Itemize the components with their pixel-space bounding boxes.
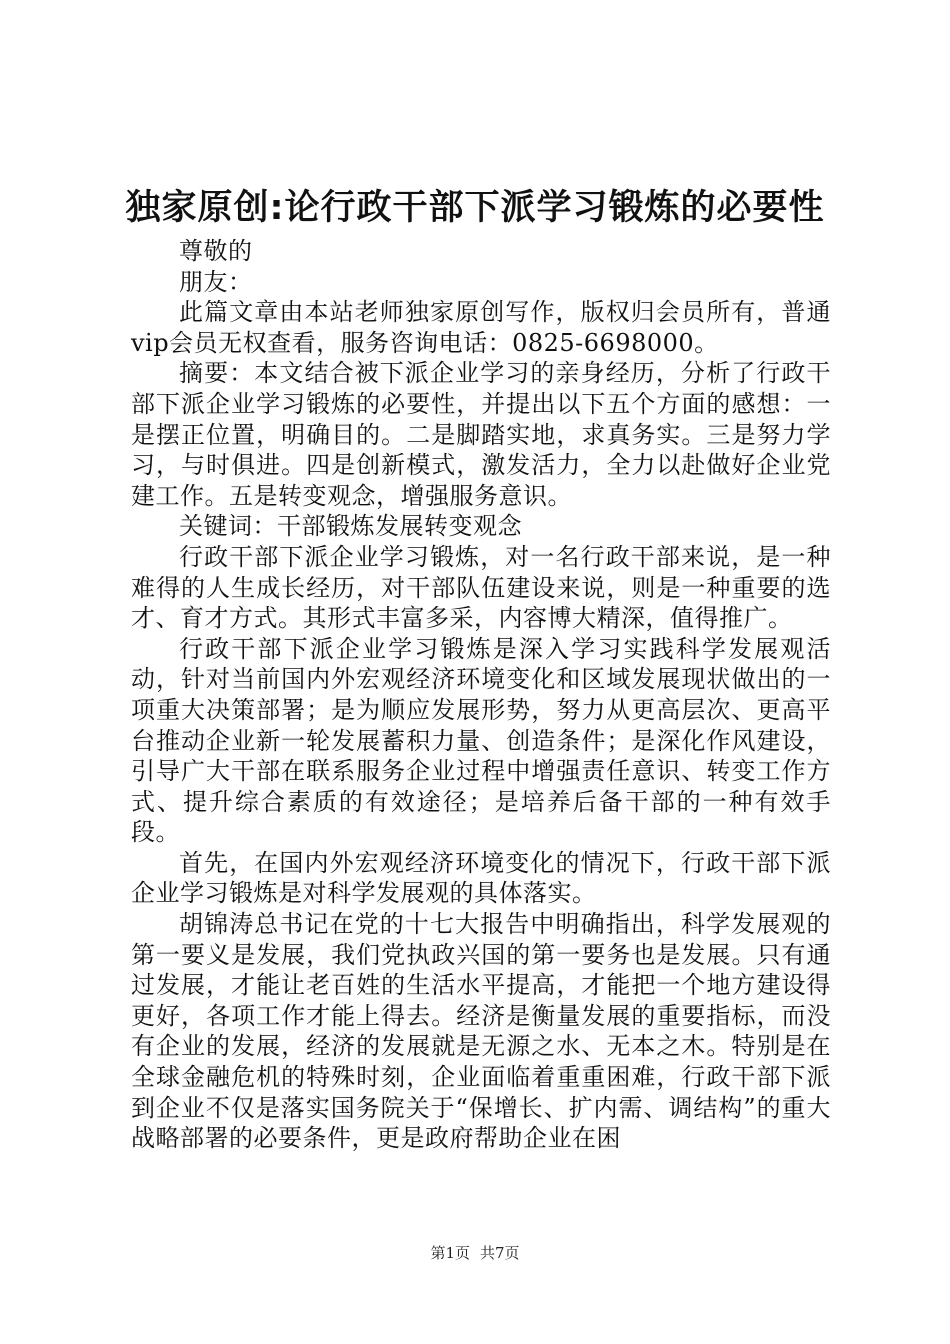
- body-paragraph: 行政干部下派企业学习锻炼是深入学习实践科学发展观活动，针对当前国内外宏观经济环境变化和区域发展现状做出的一项重大决策部署；是为顺应发展形势，努力从更高层次、更高平台推动企业新一轮发展蓄积力量、创造条件；是深化作风建设，引导广大干部在联系服务企业过程中增强责任意识、转变工作方式、提升综合素质的有效途径；是培养后备干部的一种有效手段。: [131, 634, 831, 847]
- document-body: [131, 236, 831, 1154]
- body-paragraph: 首先，在国内外宏观经济环境变化的情况下，行政干部下派企业学习锻炼是对科学发展观的具体落实。: [131, 848, 831, 908]
- copyright-notice: 此篇文章由本站老师独家原创写作，版权归会员所有，普通vip会员无权查看，服务咨询电话：0825-6698000。: [131, 298, 831, 357]
- page-footer: [0, 1243, 950, 1263]
- keywords-paragraph: 关键词：干部锻炼发展转变观念: [179, 512, 522, 541]
- salutation-line-1: 尊敬的: [179, 237, 253, 265]
- page-number: 第1页: [430, 1244, 470, 1262]
- body-paragraph: 胡锦涛总书记在党的十七大报告中明确指出，科学发展观的第一要义是发展，我们党执政兴国的第一要务也是发展。只有通过发展，才能让老百姓的生活水平提高，才能把一个地方建设得更好，各项工作才能上得去。经济是衡量发展的重要指标，而没有企业的发展，经济的发展就是无源之水、无本之木。特别是在全球金融危机的特殊时刻，企业面临着重重困难，行政干部下派到企业不仅是落实国务院关于“保增长、扩内需、调结构”的重大战略部署的必要条件，更是政府帮助企业在困: [131, 910, 831, 1153]
- page-total: 共7页: [480, 1244, 520, 1262]
- body-paragraph: 行政干部下派企业学习锻炼，对一名行政干部来说，是一种难得的人生成长经历，对干部队伍建设来说，则是一种重要的选才、育才方式。其形式丰富多采，内容博大精深，值得推广。: [131, 542, 831, 633]
- salutation-line-2: 朋友：: [179, 267, 253, 296]
- abstract-paragraph: 摘要：本文结合被下派企业学习的亲身经历，分析了行政干部下派企业学习锻炼的必要性，并提出以下五个方面的感想：一是摆正位置，明确目的。二是脚踏实地，求真务实。三是努力学习，与时俱进。四是创新模式，激发活力，全力以赴做好企业党建工作。五是转变观念，增强服务意识。: [131, 359, 831, 510]
- document-title: 独家原创:论行政干部下派学习锻炼的必要性: [125, 188, 825, 228]
